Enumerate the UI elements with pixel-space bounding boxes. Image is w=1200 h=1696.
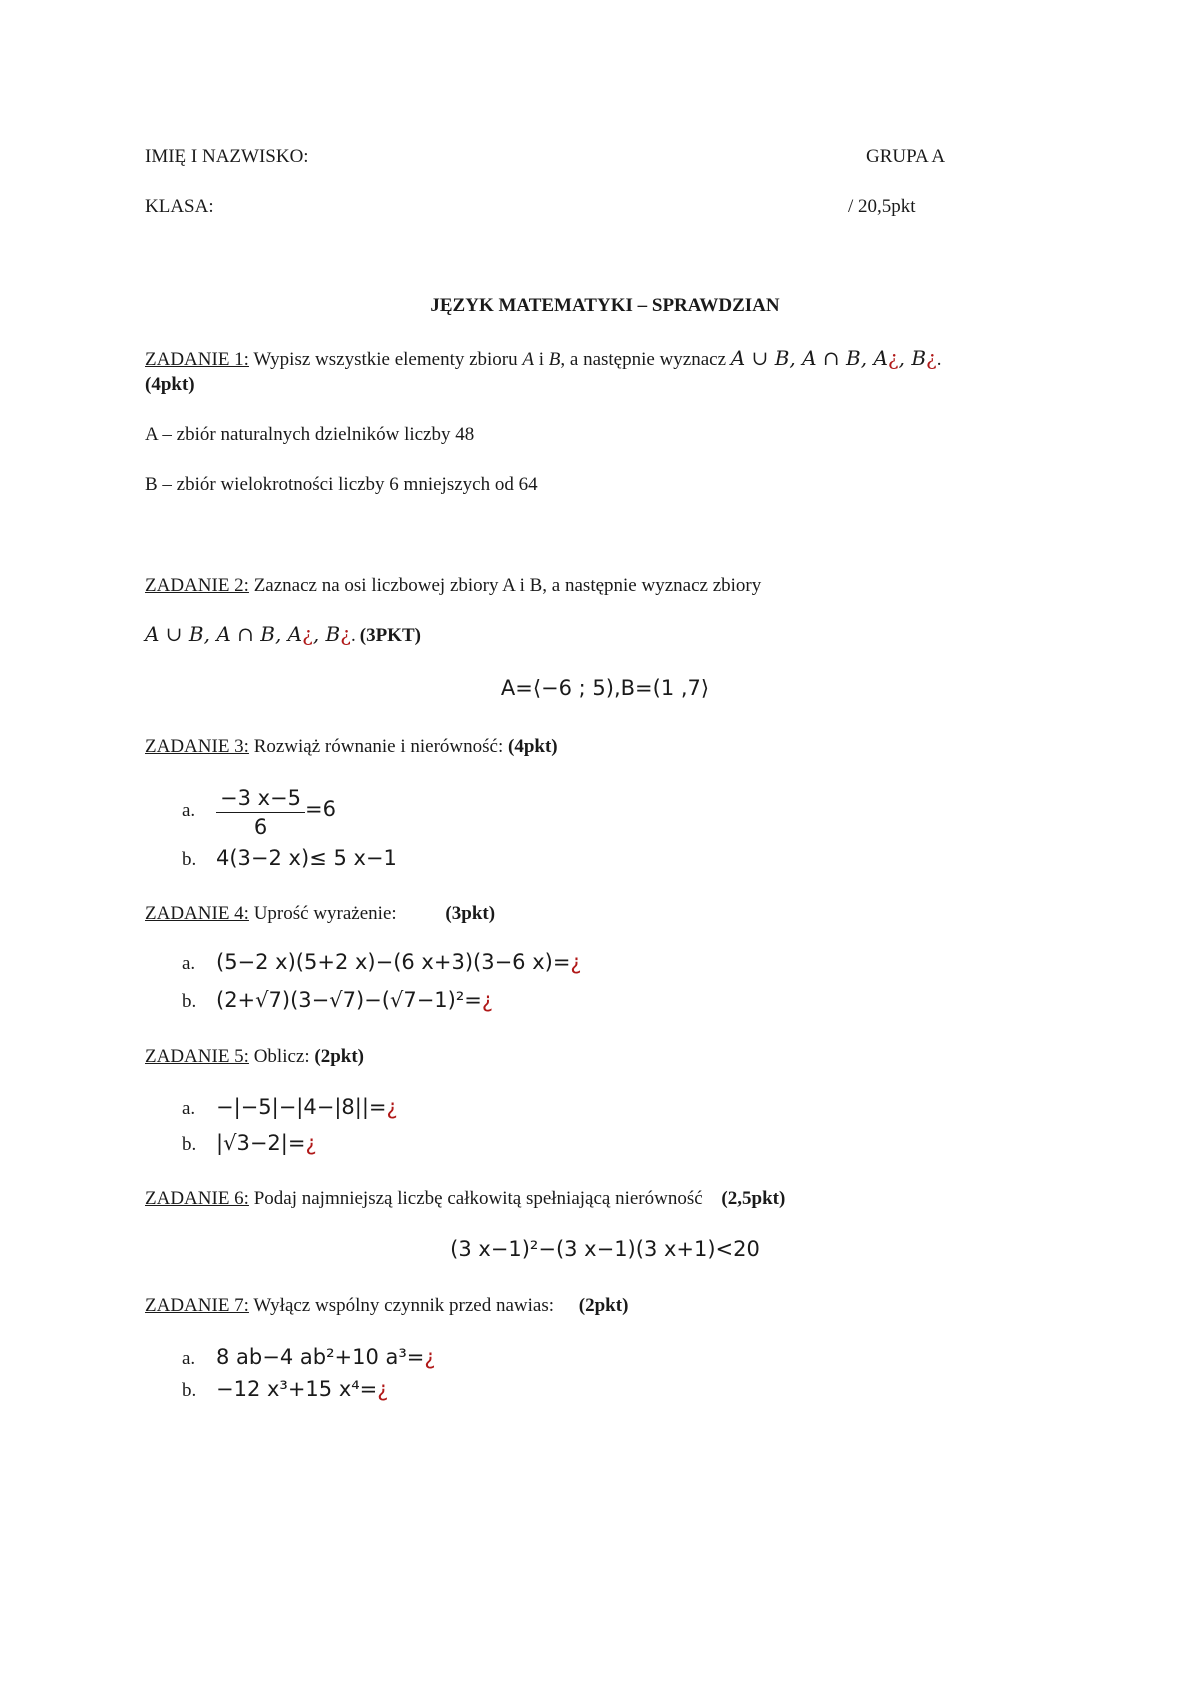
task3-a-fraction: $\frac{-3 x-5}{6}$ bbox=[216, 786, 305, 839]
task1-line: ZADANIE 1: Wypisz wszystkie elementy zbioru A i B, a następnie wyznacz A ∪ B, A ∩ B, A¿, B¿. bbox=[145, 346, 942, 370]
task7-b: b. −12 x³+15 x⁴=¿ bbox=[182, 1377, 389, 1401]
task2-points: (3PKT) bbox=[359, 625, 421, 646]
task7-a-expr: 8 ab−4 ab²+10 a³= bbox=[216, 1345, 425, 1369]
task1-label: ZADANIE 1: bbox=[145, 349, 249, 370]
task4-text: Uprość wyrażenie: bbox=[253, 903, 397, 924]
task7-line bbox=[145, 1295, 628, 1317]
task3-b-label: b. bbox=[182, 849, 197, 870]
task1-points: (4pkt) bbox=[145, 374, 195, 395]
task7-label: ZADANIE 7: bbox=[145, 1295, 249, 1316]
task2-line bbox=[145, 575, 761, 597]
task4-label: ZADANIE 4: bbox=[145, 903, 249, 924]
task3-b bbox=[182, 846, 397, 871]
task6-line bbox=[145, 1188, 785, 1210]
task1-set-a: A bbox=[522, 349, 534, 370]
task1-text2: , a następnie wyznacz bbox=[560, 349, 727, 370]
task1-conj: i bbox=[538, 349, 545, 370]
page-title: JĘZYK MATEMATYKI – SPRAWDZIAN bbox=[430, 295, 780, 316]
task3-line bbox=[145, 736, 558, 758]
task6-points: (2,5pkt) bbox=[721, 1188, 786, 1209]
task7-a: a. 8 ab−4 ab²+10 a³=¿ bbox=[182, 1345, 436, 1369]
task4-a: a. (5−2 x)(5+2 x)−(6 x+3)(3−6 x)=¿ bbox=[182, 950, 582, 974]
task6-text: Podaj najmniejszą liczbę całkowitą spełniającą nierówność bbox=[253, 1188, 703, 1209]
name-label: IMIĘ I NAZWISKO: bbox=[145, 146, 309, 167]
task3-b-expr: 4(3−2 x)≤ 5 x−1 bbox=[216, 846, 397, 870]
task2-sets: A=⟨−6 ; 5),B=(1 ,7⟩ bbox=[500, 676, 710, 700]
task4-line bbox=[145, 903, 495, 925]
task1-expr: A ∪ B, A ∩ B, A¿, B¿ bbox=[730, 346, 937, 370]
task3-points: (4pkt) bbox=[508, 736, 558, 757]
task5-a-expr: −|−5|−|4−|8||= bbox=[216, 1095, 387, 1119]
task3-label: ZADANIE 3: bbox=[145, 736, 249, 757]
task2-expr-line: A ∪ B, A ∩ B, A¿, B¿. (3PKT) bbox=[145, 622, 421, 646]
points-total: / 20,5pkt bbox=[848, 196, 916, 217]
task6-label: ZADANIE 6: bbox=[145, 1188, 249, 1209]
task1-set-b: B bbox=[548, 349, 561, 370]
task1-text: Wypisz wszystkie elementy zbioru bbox=[253, 349, 518, 370]
task4-points: (3pkt) bbox=[445, 903, 496, 924]
task5-line bbox=[145, 1046, 364, 1068]
task5-text: Oblicz: bbox=[253, 1046, 310, 1067]
task2-expr: A ∪ B, A ∩ B, A¿, B¿ bbox=[145, 622, 351, 646]
task4-b: b. (2+√7)(3−√7)−(√7−1)²=¿ bbox=[182, 988, 494, 1012]
class-label: KLASA: bbox=[145, 196, 214, 217]
task3-a-label: a. bbox=[182, 800, 196, 822]
task3-text: Rozwiąż równanie i nierówność: bbox=[253, 736, 504, 757]
task5-points: (2pkt) bbox=[314, 1046, 365, 1067]
group-label: GRUPA A bbox=[866, 146, 946, 167]
task5-b: b. |√3−2|=¿ bbox=[182, 1131, 317, 1155]
task7-points: (2pkt) bbox=[578, 1295, 629, 1316]
task2-label: ZADANIE 2: bbox=[145, 575, 249, 596]
task7-b-expr: −12 x³+15 x⁴= bbox=[216, 1377, 378, 1401]
task3-a: a. $\frac{-3 x-5}{6}$ =6 bbox=[182, 786, 336, 839]
task1-set-a-def: A – zbiór naturalnych dzielników liczby 48 bbox=[145, 424, 475, 445]
task5-b-expr: |√3−2|= bbox=[216, 1131, 306, 1155]
task6-expr: (3 x−1)²−(3 x−1)(3 x+1)<20 bbox=[450, 1237, 760, 1261]
task1-set-b-def: B – zbiór wielokrotności liczby 6 mniejszych od 64 bbox=[145, 474, 538, 495]
task5-label: ZADANIE 5: bbox=[145, 1046, 249, 1067]
task7-text: Wyłącz wspólny czynnik przed nawias: bbox=[253, 1295, 555, 1316]
task5-a: a. −|−5|−|4−|8||=¿ bbox=[182, 1095, 398, 1119]
task2-text: Zaznacz na osi liczbowej zbiory A i B, a następnie wyznacz zbiory bbox=[253, 575, 762, 596]
task4-a-expr: (5−2 x)(5+2 x)−(6 x+3)(3−6 x)= bbox=[216, 950, 571, 974]
task4-b-expr: (2+√7)(3−√7)−(√7−1)²= bbox=[216, 988, 482, 1012]
